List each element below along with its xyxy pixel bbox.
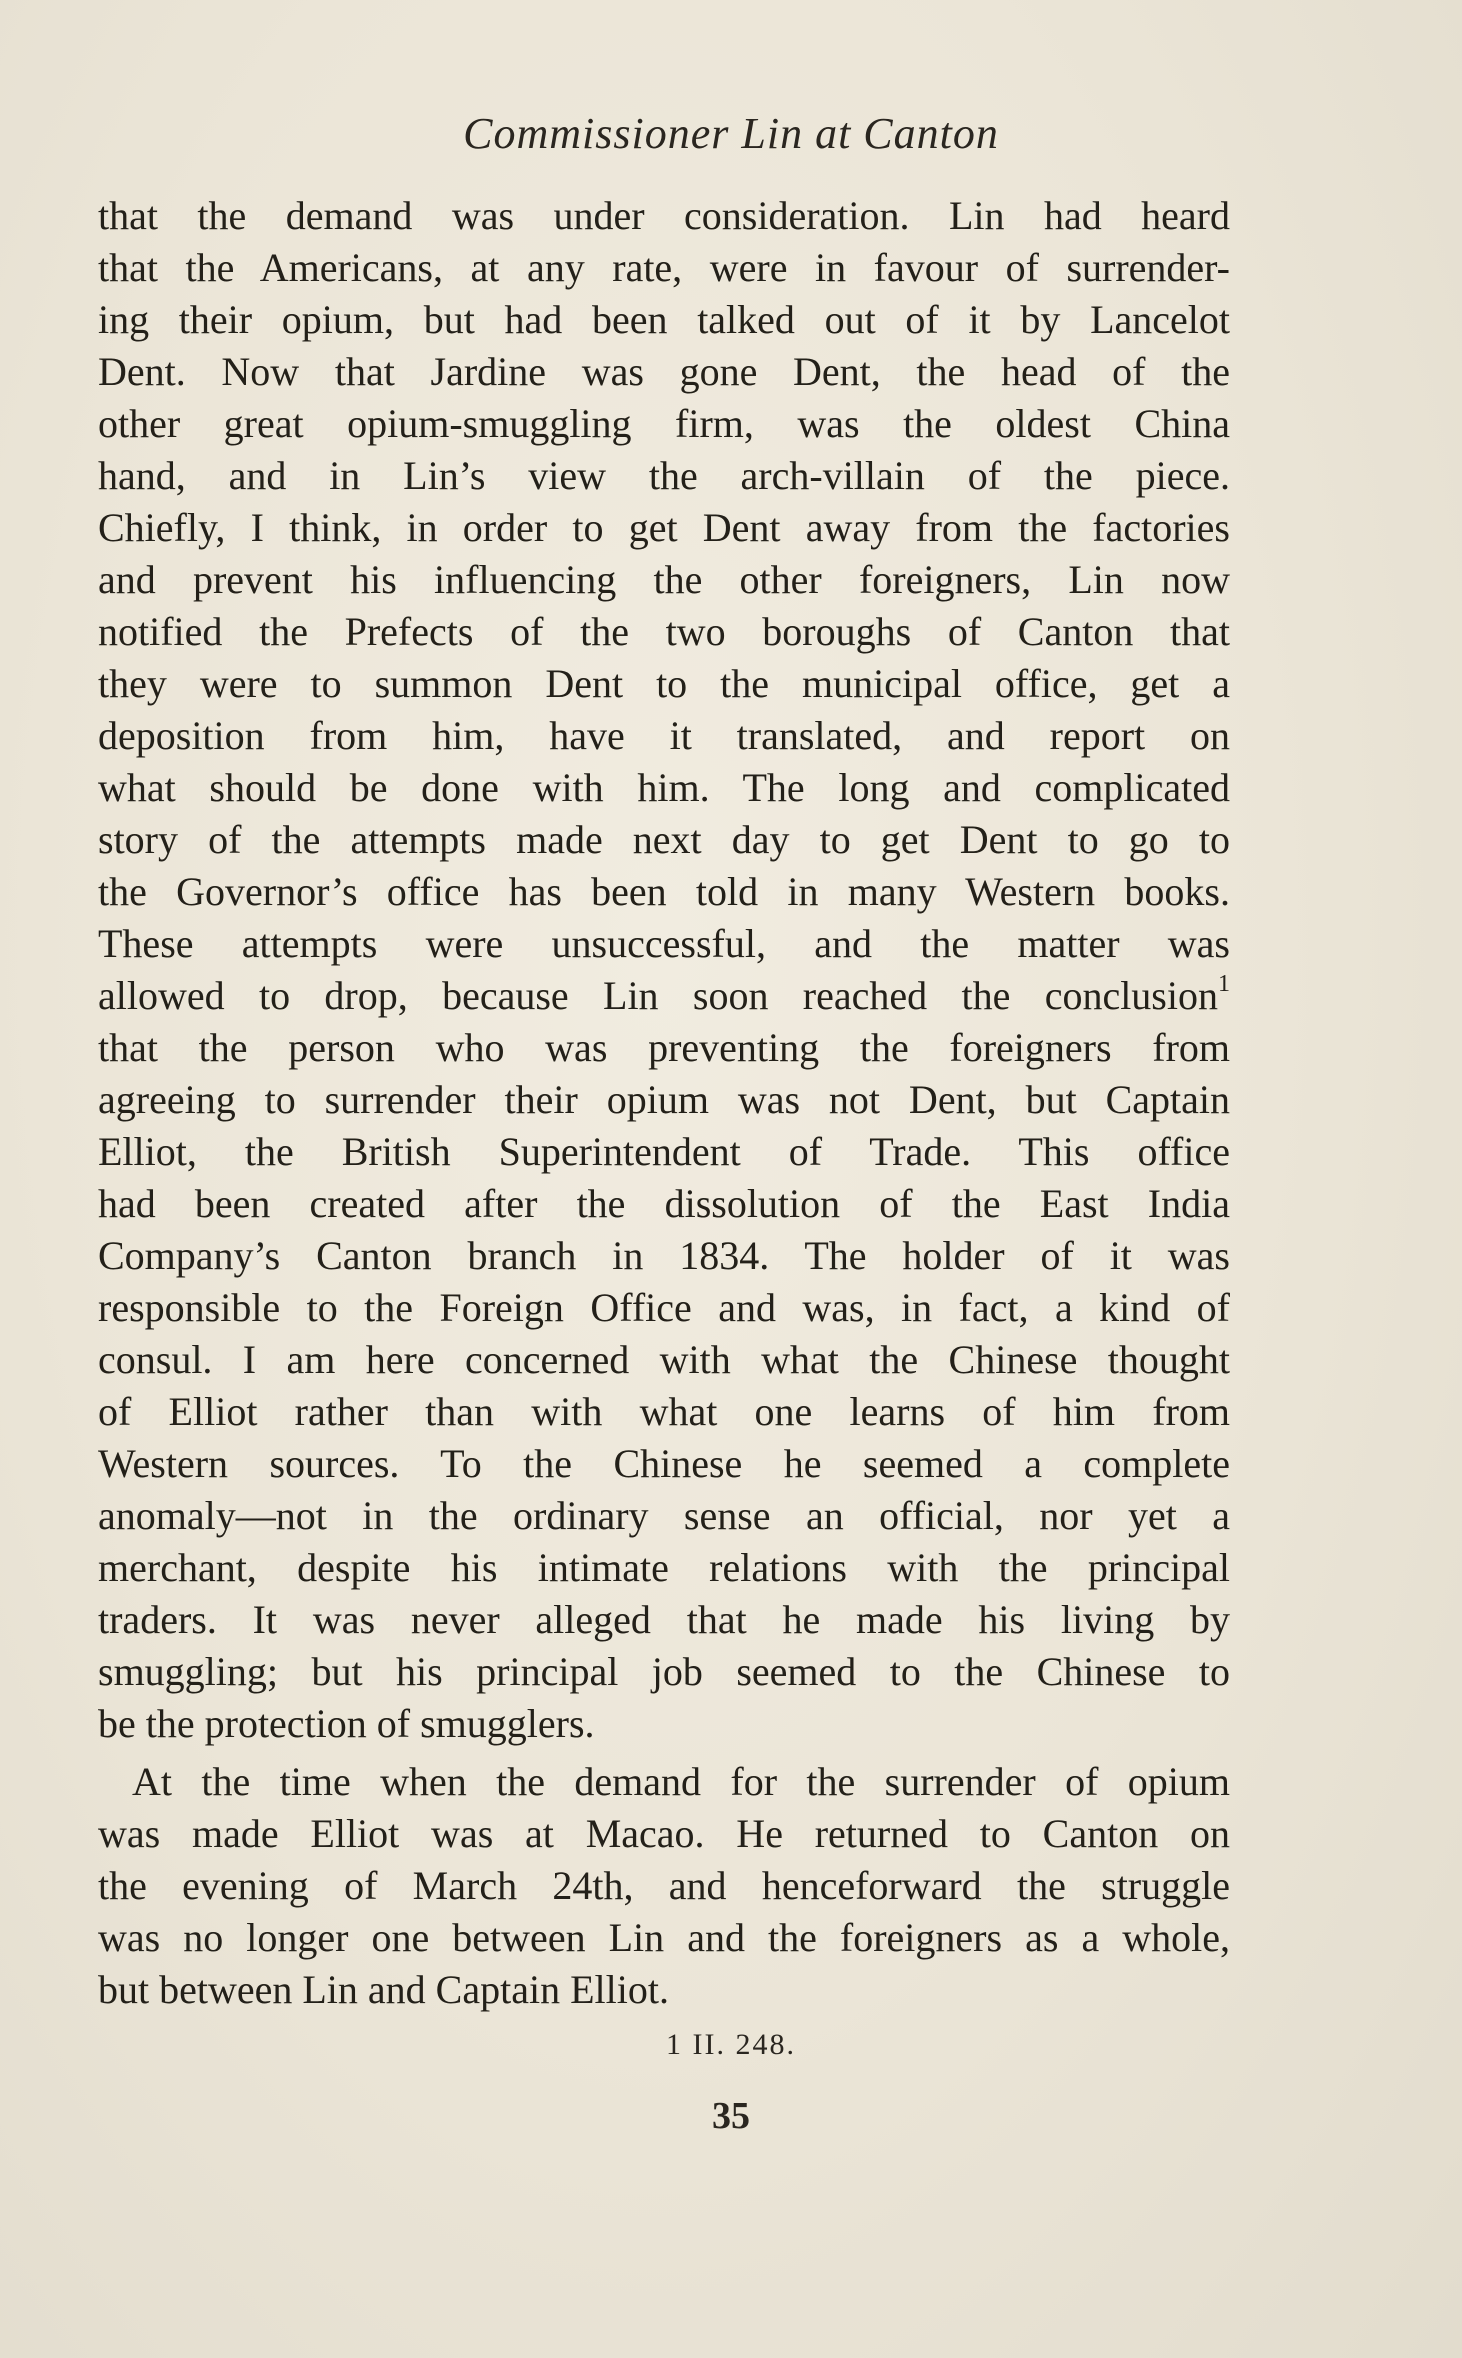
text-line: agreeing to surrender their opium was not Dent, but Captain	[98, 1077, 1230, 1122]
text-line: was made Elliot was at Macao. He returned to Canton on	[98, 1811, 1230, 1856]
body-text	[98, 190, 1230, 2016]
text-line: but between Lin and Captain Elliot.	[98, 1967, 669, 2012]
text-line: that the demand was under consideration. Lin had heard	[98, 193, 1230, 238]
text-line-with-footnote	[98, 970, 1230, 1022]
text-line: that the Americans, at any rate, were in favour of surrender-	[98, 245, 1230, 290]
text-line: what should be done with him. The long and complicated	[98, 765, 1230, 810]
running-head: Commissioner Lin at Canton	[463, 109, 999, 158]
footnote-reference: 1	[1218, 970, 1230, 997]
page-number: 35	[712, 2095, 750, 2137]
text-line: that the person who was preventing the foreigners from	[98, 1025, 1230, 1070]
text-line: the evening of March 24th, and henceforward the struggle	[98, 1863, 1230, 1908]
text-line: traders. It was never alleged that he made his living by	[98, 1597, 1230, 1642]
text-line: smuggling; but his principal job seemed to the Chinese to	[98, 1649, 1230, 1694]
text-line: Company’s Canton branch in 1834. The holder of it was	[98, 1233, 1230, 1278]
text-line: consul. I am here concerned with what the Chinese thought	[98, 1337, 1230, 1382]
footnote: 1 II. 248.	[666, 2028, 796, 2061]
text-line: These attempts were unsuccessful, and the matter was	[98, 921, 1230, 966]
text-line: and prevent his influencing the other foreigners, Lin now	[98, 557, 1230, 602]
text-line: was no longer one between Lin and the foreigners as a whole,	[98, 1915, 1230, 1960]
text-line: other great opium-smuggling firm, was the oldest China	[98, 401, 1230, 446]
text-line: of Elliot rather than with what one learns of him from	[98, 1389, 1230, 1434]
text-line: merchant, despite his intimate relations with the principal	[98, 1545, 1230, 1590]
text-line: be the protection of smugglers.	[98, 1701, 595, 1746]
text-line: Chiefly, I think, in order to get Dent away from the factories	[98, 505, 1230, 550]
text-line: At the time when the demand for the surrender of opium	[132, 1759, 1230, 1804]
text-line: Western sources. To the Chinese he seemed a complete	[98, 1441, 1230, 1486]
text-line: responsible to the Foreign Office and was, in fact, a kind of	[98, 1285, 1230, 1330]
text-line: they were to summon Dent to the municipal office, get a	[98, 661, 1230, 706]
text-line: Dent. Now that Jardine was gone Dent, the head of the	[98, 349, 1230, 394]
text-line: anomaly—not in the ordinary sense an official, nor yet a	[98, 1493, 1230, 1538]
text-line: hand, and in Lin’s view the arch-villain of the piece.	[98, 453, 1230, 498]
text-line-content: allowed to drop, because Lin soon reached the conclusion	[98, 973, 1218, 1018]
text-line: story of the attempts made next day to get Dent to go to	[98, 817, 1230, 862]
text-line: Elliot, the British Superintendent of Trade. This office	[98, 1129, 1230, 1174]
text-line: had been created after the dissolution of the East India	[98, 1181, 1230, 1226]
text-line: the Governor’s office has been told in many Western books.	[98, 869, 1230, 914]
text-line: notified the Prefects of the two boroughs of Canton that	[98, 609, 1230, 654]
text-line: deposition from him, have it translated, and report on	[98, 713, 1230, 758]
text-line: ing their opium, but had been talked out of it by Lancelot	[98, 297, 1230, 342]
